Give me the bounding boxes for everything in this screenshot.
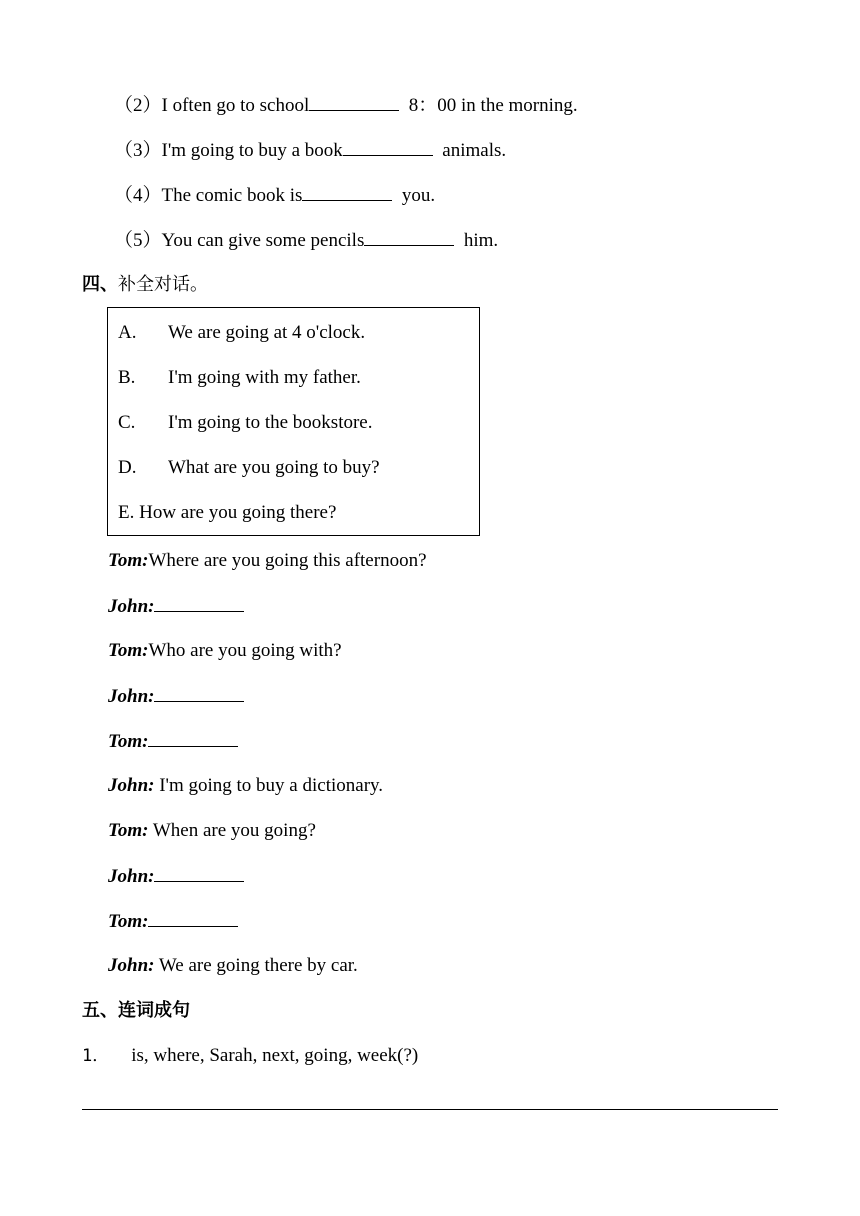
speaker-label: John: <box>108 775 155 796</box>
speaker-label: Tom: <box>108 911 149 932</box>
speaker-label: John: <box>108 596 155 617</box>
option-c <box>118 411 372 435</box>
section-4-title: 补全对话。 <box>118 274 208 295</box>
option-text: We are going at 4 o'clock. <box>168 322 366 343</box>
dialogue-text: I'm going to buy a dictionary. <box>154 775 384 796</box>
option-d <box>118 456 380 480</box>
answer-blank[interactable] <box>154 864 244 882</box>
dialogue-line <box>108 594 244 619</box>
dialogue-text: Who are you going with? <box>148 640 342 661</box>
answer-blank[interactable] <box>364 228 454 246</box>
option-e <box>118 501 336 525</box>
option-letter: A. <box>118 322 137 343</box>
item-number: （2） <box>114 95 162 116</box>
item-number: （3） <box>114 140 162 161</box>
answer-blank[interactable] <box>154 594 244 612</box>
sentence-end: animals. <box>432 140 507 161</box>
dialogue-line <box>108 729 238 754</box>
option-text: I'm going to the bookstore. <box>168 412 373 433</box>
speaker-label: Tom: <box>108 731 149 752</box>
dialogue-line <box>108 954 358 978</box>
sentence-start: The comic book is <box>161 185 303 206</box>
option-text: I'm going with my father. <box>168 367 361 388</box>
speaker-label: Tom: <box>108 550 149 571</box>
speaker-label: Tom: <box>108 640 149 661</box>
answer-blank[interactable] <box>148 909 238 927</box>
sentence-start: I often go to school <box>161 95 310 116</box>
speaker-label: John: <box>108 955 155 976</box>
dialogue-text: When are you going? <box>148 820 316 841</box>
option-text: E. How are you going there? <box>118 502 337 523</box>
section-5-heading: 五、连词成句 <box>82 1000 190 1021</box>
dialogue-line <box>108 639 342 663</box>
speaker-label: John: <box>108 686 155 707</box>
sentence-start: You can give some pencils <box>161 230 365 251</box>
fill-blank-4 <box>114 183 435 208</box>
section-4-heading <box>82 273 208 297</box>
option-text: What are you going to buy? <box>168 457 380 478</box>
dialogue-line <box>108 909 238 934</box>
dialogue-text: Where are you going this afternoon? <box>148 550 427 571</box>
dialogue-text: We are going there by car. <box>154 955 358 976</box>
dialogue-line <box>108 684 244 709</box>
sentence-end: 8：00 in the morning. <box>399 95 578 116</box>
item-number: （5） <box>114 230 162 251</box>
word-list: is, where, Sarah, next, going, week(?) <box>131 1045 419 1066</box>
sentence-end: you. <box>392 185 436 206</box>
answer-line[interactable] <box>82 1109 778 1110</box>
option-a <box>118 321 365 345</box>
option-letter: B. <box>118 367 136 388</box>
dialogue-line <box>108 819 316 843</box>
option-b <box>118 366 361 390</box>
dialogue-line <box>108 549 427 573</box>
speaker-label: Tom: <box>108 820 149 841</box>
item-number: 1． <box>82 1046 110 1066</box>
answer-blank[interactable] <box>148 729 238 747</box>
reorder-item-1 <box>82 1044 418 1068</box>
sentence-end: him. <box>454 230 499 251</box>
answer-blank[interactable] <box>343 138 433 156</box>
answer-blank[interactable] <box>309 93 399 111</box>
sentence-start: I'm going to buy a book <box>161 140 343 161</box>
answer-blank[interactable] <box>154 684 244 702</box>
option-letter: D. <box>118 457 137 478</box>
fill-blank-3 <box>114 138 506 163</box>
dialogue-line <box>108 774 383 798</box>
fill-blank-2 <box>114 93 578 118</box>
speaker-label: John: <box>108 866 155 887</box>
dialogue-line <box>108 864 244 889</box>
answer-blank[interactable] <box>302 183 392 201</box>
option-letter: C. <box>118 412 136 433</box>
fill-blank-5 <box>114 228 498 253</box>
section-4-marker: 四、 <box>82 274 118 295</box>
item-number: （4） <box>114 185 162 206</box>
